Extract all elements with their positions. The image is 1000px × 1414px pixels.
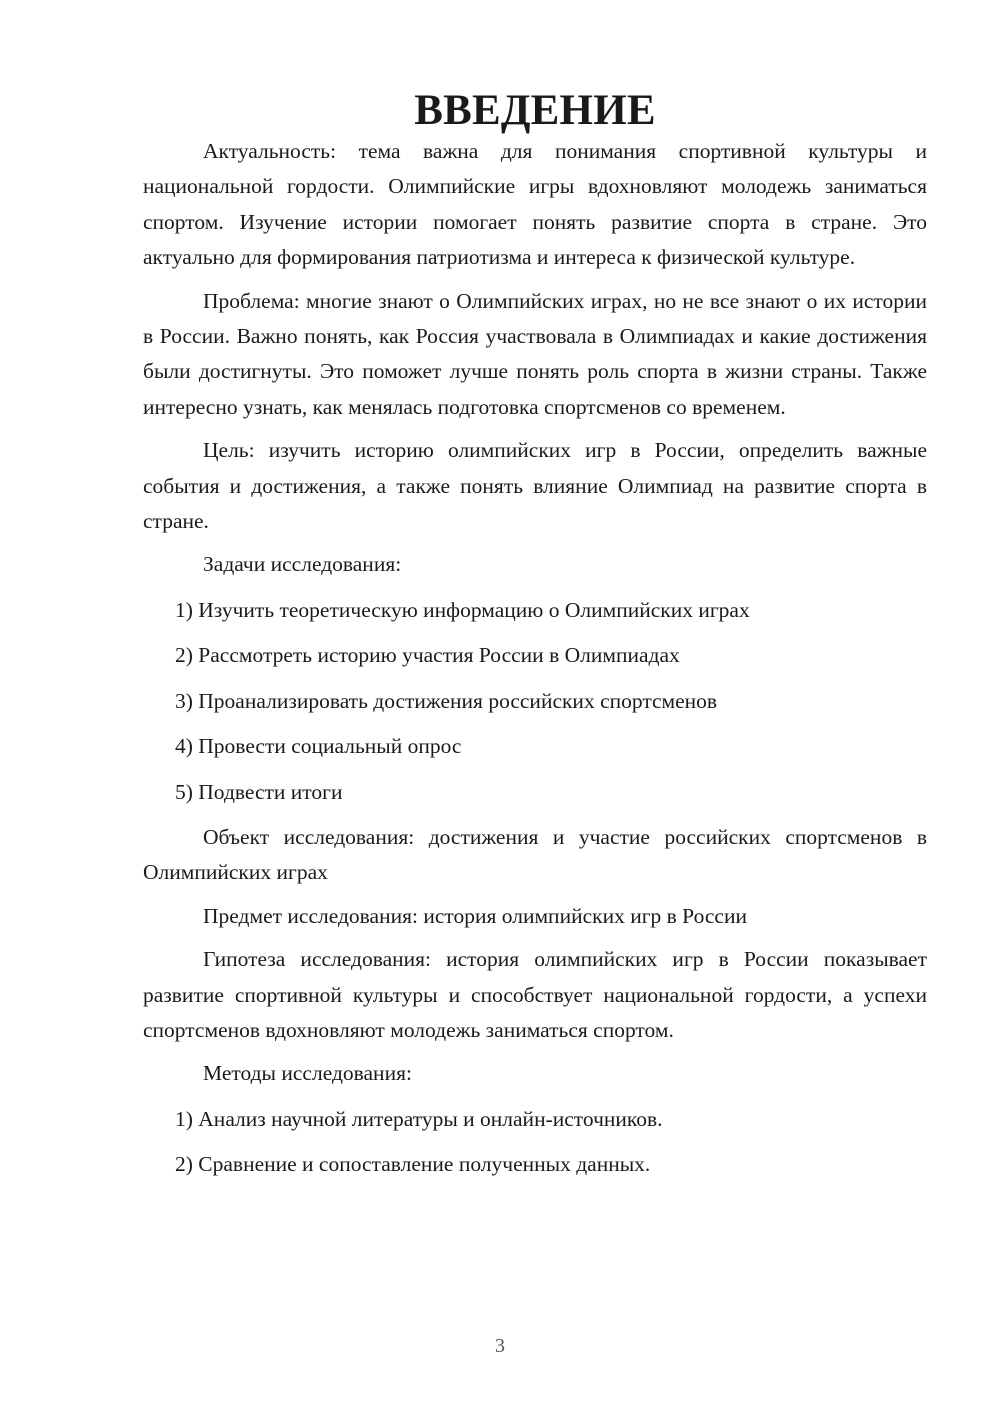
- hypothesis-paragraph: Гипотеза исследования: история олимпийских игр в России показывает развитие спортивной культуры и способствует национальной гордости, а успехи спортсменов вдохновляют молодежь заниматься спортом.: [143, 947, 927, 1042]
- subject-paragraph: Предмет исследования: история олимпийских игр в России: [203, 903, 747, 928]
- task-item: 4) Провести социальный опрос: [175, 734, 462, 759]
- relevance-paragraph: Актуальность: тема важна для понимания спортивной культуры и национальной гордости. Олимпийские игры вдохновляют молодежь заниматься спортом. Изучение истории помогает понять развитие спорта в стране. Это актуально для формирования патриотизма и интереса к физической культуре.: [143, 139, 927, 270]
- methods-heading: Методы исследования:: [203, 1061, 412, 1086]
- tasks-heading: Задачи исследования:: [203, 552, 402, 577]
- page-content: [143, 87, 927, 1193]
- method-item: 2) Сравнение и сопоставление полученных данных.: [175, 1152, 651, 1177]
- method-item: 1) Анализ научной литературы и онлайн-источников.: [175, 1106, 663, 1131]
- object-paragraph: Объект исследования: достижения и участие российских спортсменов в Олимпийских играх: [143, 824, 927, 885]
- task-item: 5) Подвести итоги: [175, 779, 343, 804]
- task-item: 2) Рассмотреть историю участия России в Олимпиадах: [175, 643, 680, 668]
- tasks-list: [143, 593, 927, 810]
- problem-paragraph: Проблема: многие знают о Олимпийских играх, но не все знают о их истории в России. Важно понять, как Россия участвовала в Олимпиадах и какие достижения были достигнуты. Это поможет лучше понять роль спорта в жизни страны. Также интересно узнать, как менялась подготовка спортсменов со временем.: [143, 288, 927, 419]
- page-title: ВВЕДЕНИЕ: [414, 87, 656, 134]
- page-number: 3: [495, 1335, 505, 1357]
- methods-list: [143, 1102, 927, 1183]
- task-item: 1) Изучить теоретическую информацию о Олимпийских играх: [175, 597, 750, 622]
- task-item: 3) Проанализировать достижения российских спортсменов: [175, 688, 718, 713]
- goal-paragraph: Цель: изучить историю олимпийских игр в России, определить важные события и достижения, а также понять влияние Олимпиад на развитие спорта в стране.: [143, 438, 927, 534]
